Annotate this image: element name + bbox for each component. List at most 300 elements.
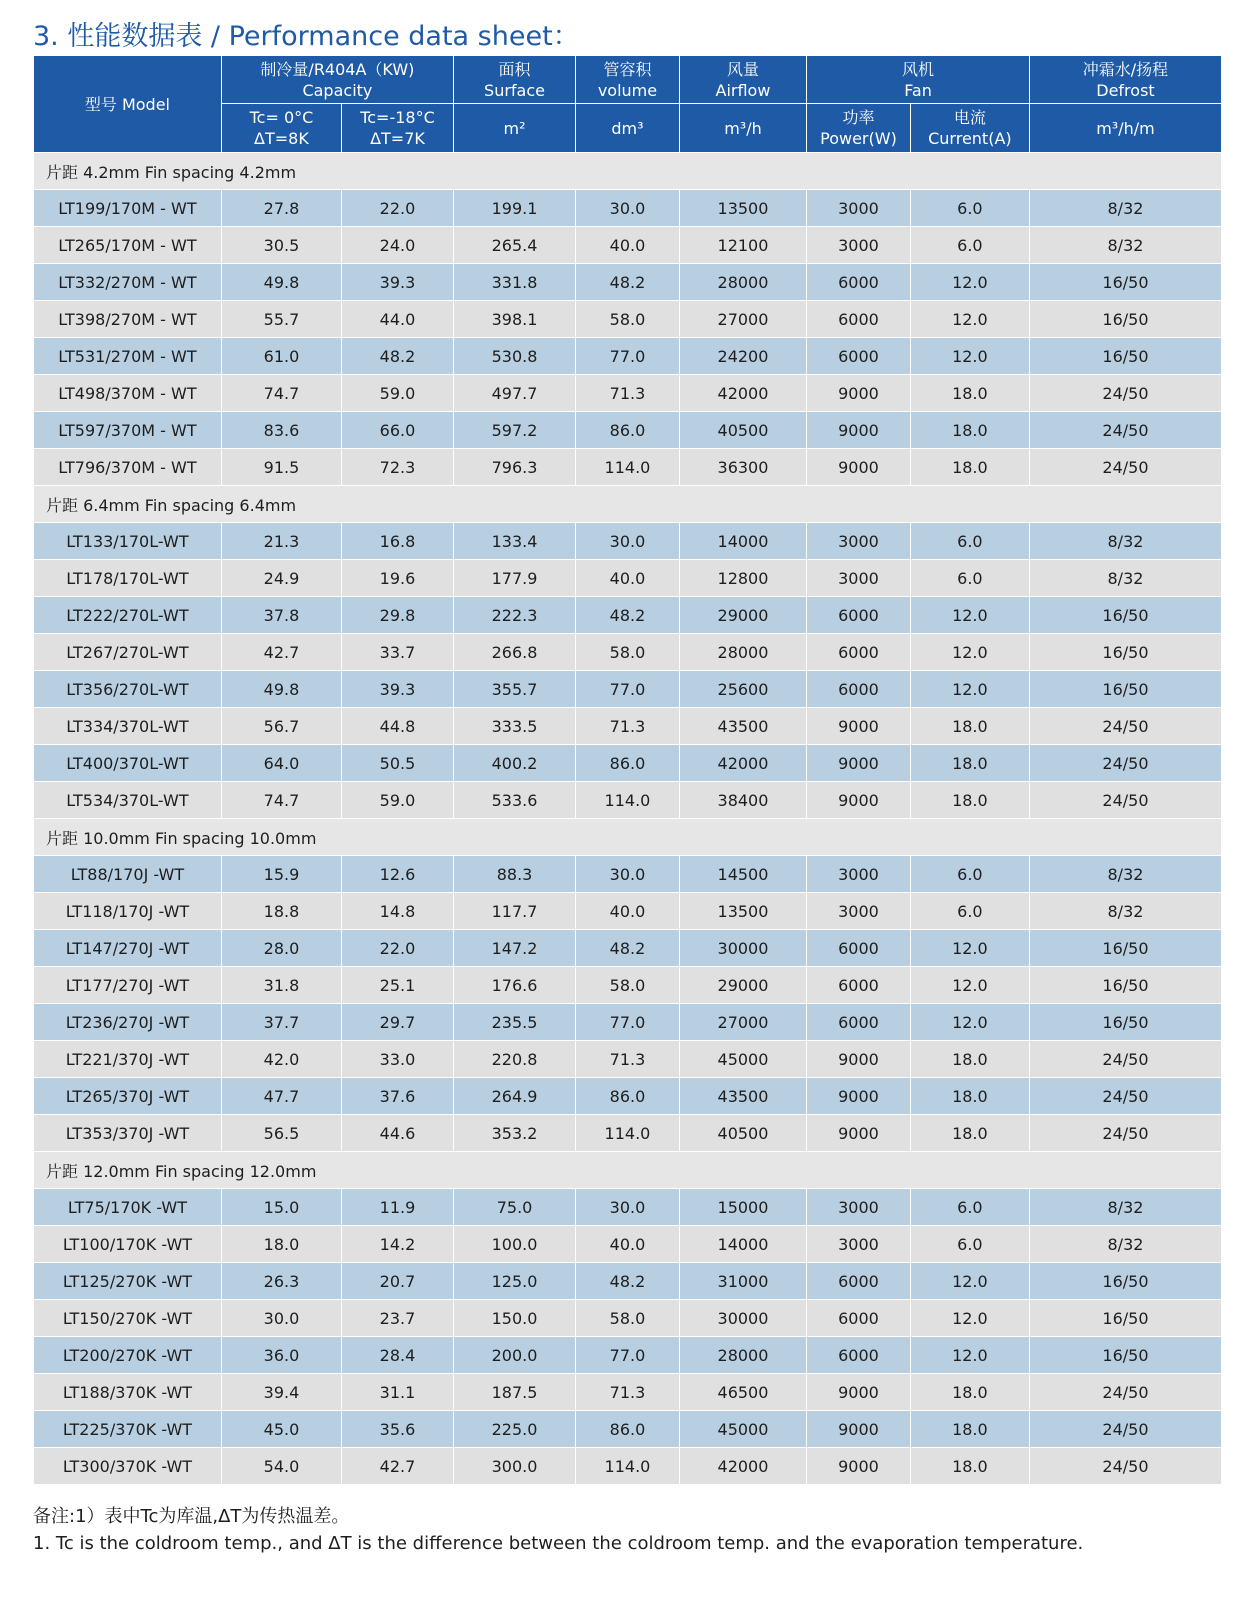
cell-cap-tc18: 22.0: [342, 190, 454, 227]
cell-cap-tc18: 42.7: [342, 1448, 454, 1485]
cell-cap-tc18: 33.7: [342, 634, 454, 671]
cell-volume: 77.0: [576, 1337, 680, 1374]
table-row: [34, 1041, 1222, 1078]
cell-fan-power: 9000: [807, 1448, 911, 1485]
cell-fan-power: 9000: [807, 1411, 911, 1448]
cell-cap-tc0: 18.8: [221, 893, 341, 930]
cell-airflow: 42000: [679, 375, 806, 412]
cell-model: LT597/370M - WT: [34, 412, 222, 449]
header-capacity: [221, 56, 453, 104]
cell-fan-current: 18.0: [910, 745, 1029, 782]
cell-model: LT177/270J -WT: [34, 967, 222, 1004]
cell-model: LT236/270J -WT: [34, 1004, 222, 1041]
table-row: [34, 1189, 1222, 1226]
cell-fan-current: 6.0: [910, 1189, 1029, 1226]
cell-cap-tc0: 49.8: [221, 264, 341, 301]
header-surface-unit: m²: [453, 104, 575, 153]
table-row: [34, 449, 1222, 486]
cell-cap-tc18: 29.7: [342, 1004, 454, 1041]
cell-cap-tc18: 72.3: [342, 449, 454, 486]
section-header: [34, 819, 1222, 856]
table-row: [34, 1300, 1222, 1337]
cell-volume: 48.2: [576, 597, 680, 634]
cell-defrost: 16/50: [1029, 338, 1221, 375]
cell-surface: 225.0: [453, 1411, 575, 1448]
cell-defrost: 24/50: [1029, 1041, 1221, 1078]
cell-surface: 400.2: [453, 745, 575, 782]
cell-cap-tc0: 54.0: [221, 1448, 341, 1485]
cell-cap-tc18: 20.7: [342, 1263, 454, 1300]
cell-defrost: 8/32: [1029, 190, 1221, 227]
cell-surface: 75.0: [453, 1189, 575, 1226]
cell-defrost: 24/50: [1029, 1411, 1221, 1448]
cell-volume: 58.0: [576, 1300, 680, 1337]
header-tc0-b: ΔT=8K: [254, 129, 309, 148]
cell-volume: 30.0: [576, 190, 680, 227]
cell-defrost: 24/50: [1029, 1374, 1221, 1411]
cell-cap-tc0: 49.8: [221, 671, 341, 708]
cell-volume: 114.0: [576, 782, 680, 819]
cell-cap-tc18: 37.6: [342, 1078, 454, 1115]
header-tc0-a: Tc= 0°C: [249, 108, 314, 127]
cell-fan-current: 18.0: [910, 412, 1029, 449]
cell-model: LT300/370K -WT: [34, 1448, 222, 1485]
cell-defrost: 16/50: [1029, 1004, 1221, 1041]
cell-volume: 40.0: [576, 560, 680, 597]
cell-airflow: 28000: [679, 1337, 806, 1374]
cell-airflow: 24200: [679, 338, 806, 375]
cell-airflow: 30000: [679, 930, 806, 967]
cell-surface: 220.8: [453, 1041, 575, 1078]
cell-fan-power: 6000: [807, 301, 911, 338]
cell-defrost: 24/50: [1029, 745, 1221, 782]
section-label: 片距 4.2mm Fin spacing 4.2mm: [34, 153, 1222, 190]
cell-model: LT796/370M - WT: [34, 449, 222, 486]
cell-model: LT118/170J -WT: [34, 893, 222, 930]
cell-surface: 235.5: [453, 1004, 575, 1041]
cell-cap-tc18: 28.4: [342, 1337, 454, 1374]
cell-surface: 264.9: [453, 1078, 575, 1115]
cell-defrost: 24/50: [1029, 708, 1221, 745]
cell-fan-current: 12.0: [910, 1337, 1029, 1374]
header-current-cn: 电流: [953, 108, 986, 127]
cell-model: LT400/370L-WT: [34, 745, 222, 782]
cell-airflow: 28000: [679, 264, 806, 301]
cell-model: LT398/270M - WT: [34, 301, 222, 338]
table-body: [34, 153, 1222, 1485]
header-volume-cn: 管容积: [603, 59, 652, 79]
cell-fan-current: 12.0: [910, 1263, 1029, 1300]
cell-fan-current: 18.0: [910, 1115, 1029, 1152]
header-model: 型号 Model: [34, 56, 222, 153]
header-fan: [807, 56, 1030, 104]
cell-defrost: 16/50: [1029, 264, 1221, 301]
cell-fan-current: 18.0: [910, 708, 1029, 745]
cell-defrost: 8/32: [1029, 1189, 1221, 1226]
cell-defrost: 16/50: [1029, 1337, 1221, 1374]
cell-volume: 71.3: [576, 1374, 680, 1411]
cell-fan-power: 9000: [807, 449, 911, 486]
cell-fan-current: 18.0: [910, 1374, 1029, 1411]
cell-cap-tc18: 59.0: [342, 375, 454, 412]
cell-cap-tc0: 91.5: [221, 449, 341, 486]
header-power-en: Power(W): [820, 129, 897, 148]
cell-cap-tc18: 14.2: [342, 1226, 454, 1263]
cell-volume: 77.0: [576, 671, 680, 708]
table-row: [34, 1448, 1222, 1485]
cell-model: LT265/170M - WT: [34, 227, 222, 264]
cell-fan-power: 9000: [807, 412, 911, 449]
cell-fan-current: 6.0: [910, 856, 1029, 893]
cell-fan-power: 3000: [807, 560, 911, 597]
section-label: 片距 6.4mm Fin spacing 6.4mm: [34, 486, 1222, 523]
cell-defrost: 8/32: [1029, 227, 1221, 264]
cell-fan-power: 6000: [807, 1263, 911, 1300]
cell-volume: 114.0: [576, 1448, 680, 1485]
header-defrost-unit: m³/h/m: [1029, 104, 1221, 153]
cell-cap-tc0: 56.7: [221, 708, 341, 745]
cell-defrost: 16/50: [1029, 597, 1221, 634]
cell-cap-tc0: 31.8: [221, 967, 341, 1004]
cell-airflow: 27000: [679, 1004, 806, 1041]
header-airflow-unit: m³/h: [679, 104, 806, 153]
cell-cap-tc0: 15.0: [221, 1189, 341, 1226]
cell-surface: 353.2: [453, 1115, 575, 1152]
cell-model: LT147/270J -WT: [34, 930, 222, 967]
cell-volume: 71.3: [576, 1041, 680, 1078]
cell-volume: 48.2: [576, 1263, 680, 1300]
cell-surface: 597.2: [453, 412, 575, 449]
cell-surface: 147.2: [453, 930, 575, 967]
cell-fan-power: 3000: [807, 1226, 911, 1263]
cell-cap-tc18: 59.0: [342, 782, 454, 819]
cell-fan-current: 18.0: [910, 1448, 1029, 1485]
cell-surface: 133.4: [453, 523, 575, 560]
header-current-en: Current(A): [928, 129, 1012, 148]
table-row: [34, 1004, 1222, 1041]
cell-fan-current: 6.0: [910, 523, 1029, 560]
cell-fan-current: 18.0: [910, 449, 1029, 486]
cell-fan-current: 12.0: [910, 301, 1029, 338]
cell-surface: 266.8: [453, 634, 575, 671]
cell-fan-power: 9000: [807, 708, 911, 745]
cell-cap-tc0: 42.0: [221, 1041, 341, 1078]
table-row: [34, 190, 1222, 227]
cell-fan-current: 6.0: [910, 190, 1029, 227]
cell-fan-current: 12.0: [910, 634, 1029, 671]
header-defrost: [1029, 56, 1221, 104]
cell-model: LT221/370J -WT: [34, 1041, 222, 1078]
cell-defrost: 8/32: [1029, 893, 1221, 930]
cell-surface: 530.8: [453, 338, 575, 375]
cell-cap-tc0: 55.7: [221, 301, 341, 338]
cell-cap-tc18: 31.1: [342, 1374, 454, 1411]
cell-fan-current: 6.0: [910, 560, 1029, 597]
cell-model: LT531/270M - WT: [34, 338, 222, 375]
header-capacity-cn: 制冷量/R404A（KW): [260, 59, 415, 79]
cell-fan-power: 3000: [807, 1189, 911, 1226]
cell-fan-power: 6000: [807, 671, 911, 708]
cell-airflow: 38400: [679, 782, 806, 819]
cell-fan-power: 3000: [807, 190, 911, 227]
cell-fan-power: 3000: [807, 227, 911, 264]
table-row: [34, 967, 1222, 1004]
cell-model: LT188/370K -WT: [34, 1374, 222, 1411]
cell-model: LT334/370L-WT: [34, 708, 222, 745]
cell-airflow: 36300: [679, 449, 806, 486]
cell-volume: 86.0: [576, 412, 680, 449]
cell-cap-tc0: 27.8: [221, 190, 341, 227]
section-label: 片距 10.0mm Fin spacing 10.0mm: [34, 819, 1222, 856]
cell-volume: 30.0: [576, 1189, 680, 1226]
header-airflow-en: Airflow: [715, 80, 771, 100]
cell-fan-current: 12.0: [910, 338, 1029, 375]
table-row: [34, 1226, 1222, 1263]
table-row: [34, 708, 1222, 745]
cell-defrost: 24/50: [1029, 375, 1221, 412]
cell-airflow: 46500: [679, 1374, 806, 1411]
cell-cap-tc0: 47.7: [221, 1078, 341, 1115]
cell-airflow: 43500: [679, 708, 806, 745]
cell-model: LT125/270K -WT: [34, 1263, 222, 1300]
cell-fan-power: 9000: [807, 375, 911, 412]
cell-cap-tc18: 66.0: [342, 412, 454, 449]
cell-volume: 86.0: [576, 1411, 680, 1448]
cell-volume: 40.0: [576, 893, 680, 930]
cell-cap-tc0: 28.0: [221, 930, 341, 967]
cell-fan-current: 18.0: [910, 1078, 1029, 1115]
cell-cap-tc18: 12.6: [342, 856, 454, 893]
header-defrost-cn: 冲霜水/扬程: [1082, 59, 1169, 79]
cell-volume: 30.0: [576, 856, 680, 893]
cell-cap-tc0: 56.5: [221, 1115, 341, 1152]
cell-cap-tc0: 21.3: [221, 523, 341, 560]
cell-cap-tc0: 42.7: [221, 634, 341, 671]
cell-model: LT133/170L-WT: [34, 523, 222, 560]
cell-fan-power: 6000: [807, 1300, 911, 1337]
header-volume-unit: dm³: [576, 104, 680, 153]
cell-surface: 199.1: [453, 190, 575, 227]
cell-airflow: 15000: [679, 1189, 806, 1226]
cell-airflow: 42000: [679, 1448, 806, 1485]
cell-volume: 86.0: [576, 1078, 680, 1115]
cell-cap-tc18: 29.8: [342, 597, 454, 634]
table-row: [34, 745, 1222, 782]
table-row: [34, 1411, 1222, 1448]
cell-cap-tc18: 44.0: [342, 301, 454, 338]
cell-fan-power: 9000: [807, 782, 911, 819]
cell-cap-tc0: 45.0: [221, 1411, 341, 1448]
cell-fan-current: 18.0: [910, 375, 1029, 412]
cell-defrost: 24/50: [1029, 1448, 1221, 1485]
header-fan-cn: 风机: [902, 59, 935, 79]
cell-cap-tc0: 74.7: [221, 375, 341, 412]
section-label: 片距 12.0mm Fin spacing 12.0mm: [34, 1152, 1222, 1189]
cell-fan-current: 12.0: [910, 264, 1029, 301]
cell-defrost: 8/32: [1029, 1226, 1221, 1263]
table-row: [34, 1337, 1222, 1374]
cell-defrost: 24/50: [1029, 782, 1221, 819]
cell-cap-tc0: 61.0: [221, 338, 341, 375]
cell-defrost: 16/50: [1029, 930, 1221, 967]
header-surface-en: Surface: [484, 80, 545, 100]
header-capacity-en: Capacity: [302, 80, 373, 100]
cell-fan-current: 18.0: [910, 782, 1029, 819]
cell-fan-power: 9000: [807, 1374, 911, 1411]
cell-model: LT178/170L-WT: [34, 560, 222, 597]
cell-fan-power: 6000: [807, 1337, 911, 1374]
cell-defrost: 16/50: [1029, 671, 1221, 708]
cell-defrost: 8/32: [1029, 523, 1221, 560]
cell-volume: 58.0: [576, 967, 680, 1004]
table-row: [34, 412, 1222, 449]
cell-airflow: 14500: [679, 856, 806, 893]
cell-cap-tc0: 74.7: [221, 782, 341, 819]
header-tc0: [221, 104, 341, 153]
cell-surface: 150.0: [453, 1300, 575, 1337]
table-row: [34, 375, 1222, 412]
cell-volume: 48.2: [576, 930, 680, 967]
cell-fan-current: 12.0: [910, 597, 1029, 634]
table-row: [34, 264, 1222, 301]
section-header: [34, 1152, 1222, 1189]
cell-fan-current: 6.0: [910, 1226, 1029, 1263]
cell-fan-current: 18.0: [910, 1411, 1029, 1448]
header-airflow-cn: 风量: [726, 59, 759, 79]
section-header: [34, 486, 1222, 523]
cell-defrost: 8/32: [1029, 560, 1221, 597]
cell-airflow: 29000: [679, 597, 806, 634]
cell-cap-tc18: 19.6: [342, 560, 454, 597]
cell-fan-current: 12.0: [910, 1004, 1029, 1041]
table-row: [34, 671, 1222, 708]
cell-defrost: 16/50: [1029, 1263, 1221, 1300]
table-row: [34, 523, 1222, 560]
cell-airflow: 45000: [679, 1411, 806, 1448]
cell-model: LT265/370J -WT: [34, 1078, 222, 1115]
cell-volume: 40.0: [576, 227, 680, 264]
table-row: [34, 930, 1222, 967]
cell-volume: 77.0: [576, 338, 680, 375]
cell-fan-current: 12.0: [910, 967, 1029, 1004]
cell-surface: 176.6: [453, 967, 575, 1004]
cell-airflow: 13500: [679, 190, 806, 227]
cell-model: LT353/370J -WT: [34, 1115, 222, 1152]
cell-cap-tc0: 26.3: [221, 1263, 341, 1300]
cell-airflow: 30000: [679, 1300, 806, 1337]
header-surface: [453, 56, 575, 104]
cell-cap-tc18: 44.8: [342, 708, 454, 745]
table-row: [34, 338, 1222, 375]
cell-model: LT534/370L-WT: [34, 782, 222, 819]
cell-model: LT222/270L-WT: [34, 597, 222, 634]
table-row: [34, 782, 1222, 819]
cell-cap-tc18: 16.8: [342, 523, 454, 560]
cell-volume: 77.0: [576, 1004, 680, 1041]
cell-fan-current: 12.0: [910, 1300, 1029, 1337]
cell-surface: 200.0: [453, 1337, 575, 1374]
cell-model: LT150/270K -WT: [34, 1300, 222, 1337]
cell-cap-tc0: 83.6: [221, 412, 341, 449]
cell-volume: 114.0: [576, 1115, 680, 1152]
cell-surface: 265.4: [453, 227, 575, 264]
cell-fan-current: 12.0: [910, 671, 1029, 708]
table-header: [34, 56, 1222, 153]
cell-model: LT88/170J -WT: [34, 856, 222, 893]
performance-table: [33, 55, 1222, 1485]
cell-surface: 497.7: [453, 375, 575, 412]
cell-cap-tc18: 11.9: [342, 1189, 454, 1226]
cell-model: LT267/270L-WT: [34, 634, 222, 671]
cell-cap-tc18: 22.0: [342, 930, 454, 967]
header-tc18: [342, 104, 454, 153]
cell-fan-current: 18.0: [910, 1041, 1029, 1078]
cell-fan-power: 3000: [807, 523, 911, 560]
cell-airflow: 25600: [679, 671, 806, 708]
header-airflow: [679, 56, 806, 104]
cell-defrost: 24/50: [1029, 1078, 1221, 1115]
cell-airflow: 13500: [679, 893, 806, 930]
cell-cap-tc18: 33.0: [342, 1041, 454, 1078]
cell-defrost: 16/50: [1029, 967, 1221, 1004]
cell-cap-tc0: 15.9: [221, 856, 341, 893]
cell-model: LT200/270K -WT: [34, 1337, 222, 1374]
cell-defrost: 24/50: [1029, 412, 1221, 449]
cell-model: LT75/170K -WT: [34, 1189, 222, 1226]
cell-volume: 40.0: [576, 1226, 680, 1263]
cell-fan-current: 12.0: [910, 930, 1029, 967]
cell-model: LT498/370M - WT: [34, 375, 222, 412]
cell-airflow: 12100: [679, 227, 806, 264]
cell-fan-power: 3000: [807, 893, 911, 930]
cell-fan-power: 9000: [807, 1041, 911, 1078]
cell-cap-tc18: 39.3: [342, 671, 454, 708]
cell-defrost: 16/50: [1029, 634, 1221, 671]
cell-cap-tc0: 30.0: [221, 1300, 341, 1337]
cell-surface: 117.7: [453, 893, 575, 930]
cell-fan-power: 6000: [807, 930, 911, 967]
cell-defrost: 24/50: [1029, 449, 1221, 486]
cell-volume: 58.0: [576, 634, 680, 671]
cell-surface: 187.5: [453, 1374, 575, 1411]
cell-surface: 333.5: [453, 708, 575, 745]
cell-cap-tc0: 24.9: [221, 560, 341, 597]
header-current: [910, 104, 1029, 153]
cell-airflow: 40500: [679, 412, 806, 449]
page-title: 3. 性能数据表 / Performance data sheet：: [33, 21, 580, 52]
notes: [33, 1503, 1083, 1557]
table-row: [34, 1374, 1222, 1411]
cell-volume: 48.2: [576, 264, 680, 301]
cell-cap-tc18: 25.1: [342, 967, 454, 1004]
cell-airflow: 43500: [679, 1078, 806, 1115]
cell-airflow: 40500: [679, 1115, 806, 1152]
cell-model: LT356/270L-WT: [34, 671, 222, 708]
cell-surface: 355.7: [453, 671, 575, 708]
cell-volume: 71.3: [576, 708, 680, 745]
cell-fan-current: 6.0: [910, 227, 1029, 264]
header-fan-en: Fan: [904, 80, 932, 100]
cell-cap-tc0: 30.5: [221, 227, 341, 264]
table-row: [34, 893, 1222, 930]
cell-airflow: 45000: [679, 1041, 806, 1078]
cell-volume: 86.0: [576, 745, 680, 782]
cell-volume: 114.0: [576, 449, 680, 486]
cell-cap-tc18: 23.7: [342, 1300, 454, 1337]
table-row: [34, 856, 1222, 893]
cell-fan-power: 6000: [807, 1004, 911, 1041]
table-row: [34, 597, 1222, 634]
